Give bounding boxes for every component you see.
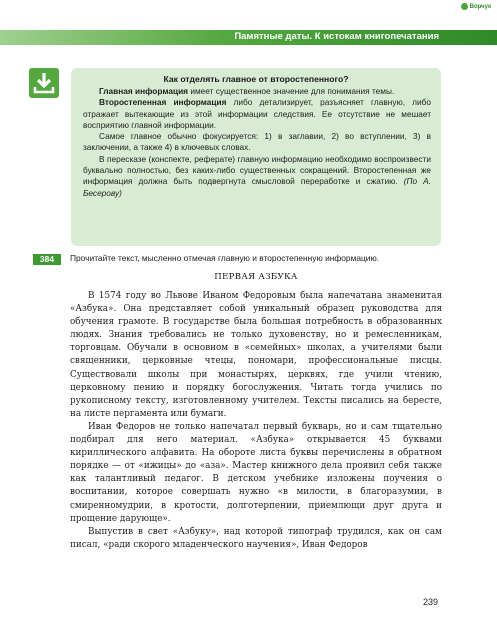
article-paragraph-2: Иван Федоров не только напечатал первый букварь, но и сам тщательно подбирал для него материал. «Азбука» открывается 45 буквами кириллического алфавита. На обороте листа буквы перечислены в обратном порядке — от «ижицы» до «аза». Мастер книжного дела проявил себя также как талантливый педагог. В детском учебнике изложены поучения о воспитании, которое совершать нужно «в милости, в благоразумии, в смиренномудрии, в кротости, долготерпении, приемлющи друг друга и прощение дарующе».	[70, 421, 442, 524]
info-text-main: имеет существенное значение для понимания темы.	[188, 86, 395, 96]
info-box	[71, 68, 441, 246]
article-paragraph-3: Выпустив в свет «Азбуку», над которой типограф трудился, как он сам писал, «ради скорого младенческого научения», Иван Федоров	[70, 526, 442, 550]
article-body	[70, 290, 442, 552]
info-text-secondary: либо детализирует, разъясняет главную, либо отражает вытекающие из этой информации следствия. Ее отсутствие не мешает восприятию главной информации.	[83, 97, 431, 130]
download-arrow-icon	[29, 68, 59, 98]
info-paragraph-retelling	[83, 154, 431, 199]
info-paragraph-secondary	[83, 97, 431, 131]
info-text-retelling: В пересказе (конспекте, реферате) главную информацию необходимо воспроизвести буквально полностью, без каких-либо существенных сокращений. Второстепенная же информация должна быть подвергнута смысловой переработке и сжатию.	[83, 153, 431, 187]
info-box-body	[83, 86, 431, 199]
publisher-logo-text: Ворчук	[469, 3, 491, 10]
publisher-logo-icon	[461, 3, 468, 10]
section-header-title: Памятные даты. К истокам книгопечатания	[234, 31, 439, 42]
page-number: 239	[422, 597, 438, 607]
article-paragraph-1: В 1574 году во Львове Иваном Федоровым была напечатана знаменитая «Азбука». Она представляет собой уникальный образец руководства для обучения грамоте. В государстве была большая потребность в образованных людях. Знания требовались не только духовенству, но и ремесленникам, торговцам. Обучали в основном в «семейных» школах, а учителями были священники, церковные чтецы, пономари, профессиональные писцы. Существовали школы при монастырях, церквях, где учили чтению, церковному пению и порядку богослужения. Читать тогда учились по рукописному тексту, изготовленному учителем. Тексты писались на бересте, на листе пергамента или бумаги.	[70, 291, 442, 419]
info-paragraph-main	[83, 86, 431, 97]
info-box-title: Как отделять главное от второстепенного?	[163, 74, 349, 84]
term-secondary-information: Второстепенная информация	[99, 97, 227, 108]
term-main-information: Главная информация	[99, 86, 189, 96]
info-paragraph-focus: Самое главное обычно фокусируется: 1) в заглавии, 2) во вступлении, 3) в заключении, а также 4) в ключевых словах.	[83, 131, 431, 153]
info-author: (По А. Бесерову)	[83, 176, 431, 198]
publisher-logo	[461, 3, 491, 10]
exercise-task: Прочитайте текст, мысленно отмечая главную и второстепенную информацию.	[70, 253, 380, 263]
exercise-number: 384	[33, 254, 61, 265]
section-header-bar	[0, 30, 497, 45]
article-title: ПЕРВАЯ АЗБУКА	[214, 272, 298, 282]
